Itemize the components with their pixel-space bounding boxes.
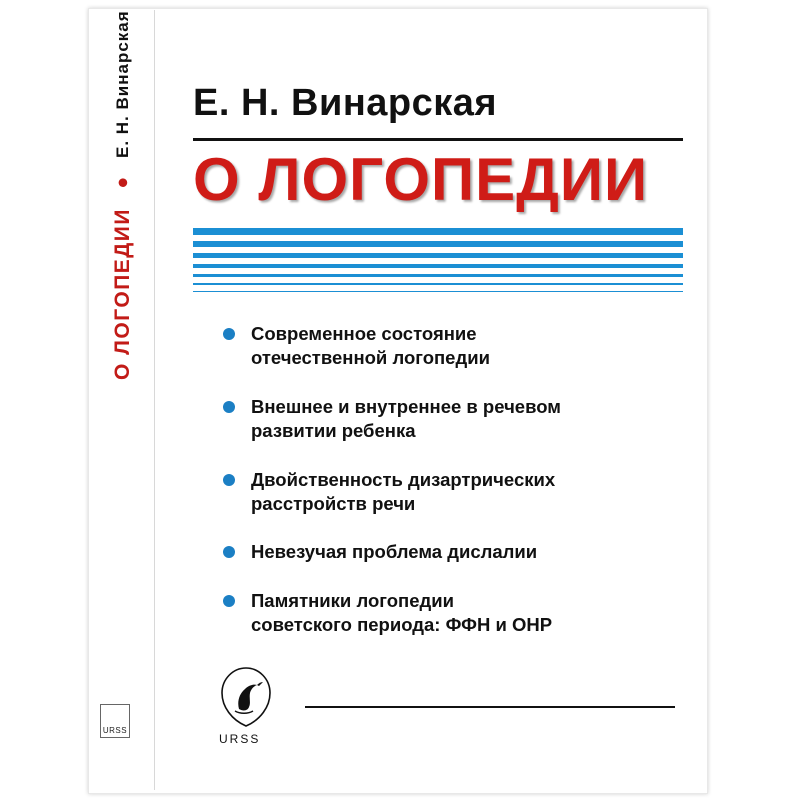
spine-title: О ЛОГОПЕДИИ [111,207,134,380]
bullet-item [215,540,685,564]
bullet-item-label: Невезучая проблема дислалии [251,541,538,563]
bullet-dot-icon [223,328,235,340]
bullet-item-label: Памятники логопедии советского периода: ФФН и ОНР [251,589,553,636]
bullet-item-label: Современное состояние отечественной логопедии [251,323,490,369]
bullet-item-label: Внешнее и внутреннее в речевом развитии ребенка [251,395,561,442]
spine-publisher-label: URSS [102,726,128,735]
bullet-dot-icon [223,595,235,607]
stripe-7 [193,291,683,292]
bullet-item-label: Двойственность дизартрических расстройств речи [251,468,556,515]
cover-front [155,10,703,790]
title-top-rule [193,138,683,141]
spine-separator-dot: ● [112,171,134,194]
stripe-3 [193,253,683,258]
stripe-2 [193,241,683,247]
bullet-item [215,322,685,371]
bullet-item [215,395,685,444]
spine-text-group [92,10,154,650]
publisher-name: URSS [219,732,261,746]
stripe-1 [193,228,683,235]
urss-swan-logo-icon [213,664,279,730]
spine-author: Е. Н. Винарская [113,10,132,158]
publisher-rule [305,706,675,708]
book-title: О ЛОГОПЕДИИ [193,146,649,213]
bullet-list [215,322,685,662]
stripe-6 [193,283,683,285]
decorative-stripes [193,228,683,298]
bullet-item [215,589,685,638]
bullet-dot-icon [223,546,235,558]
bullet-item [215,468,685,517]
book-spine [92,10,155,790]
bullet-dot-icon [223,401,235,413]
bullet-dot-icon [223,474,235,486]
publisher-block [185,664,685,756]
stripe-5 [193,274,683,277]
stripe-4 [193,264,683,268]
spine-publisher-mark [100,704,130,738]
author-name: Е. Н. Винарская [193,82,498,124]
